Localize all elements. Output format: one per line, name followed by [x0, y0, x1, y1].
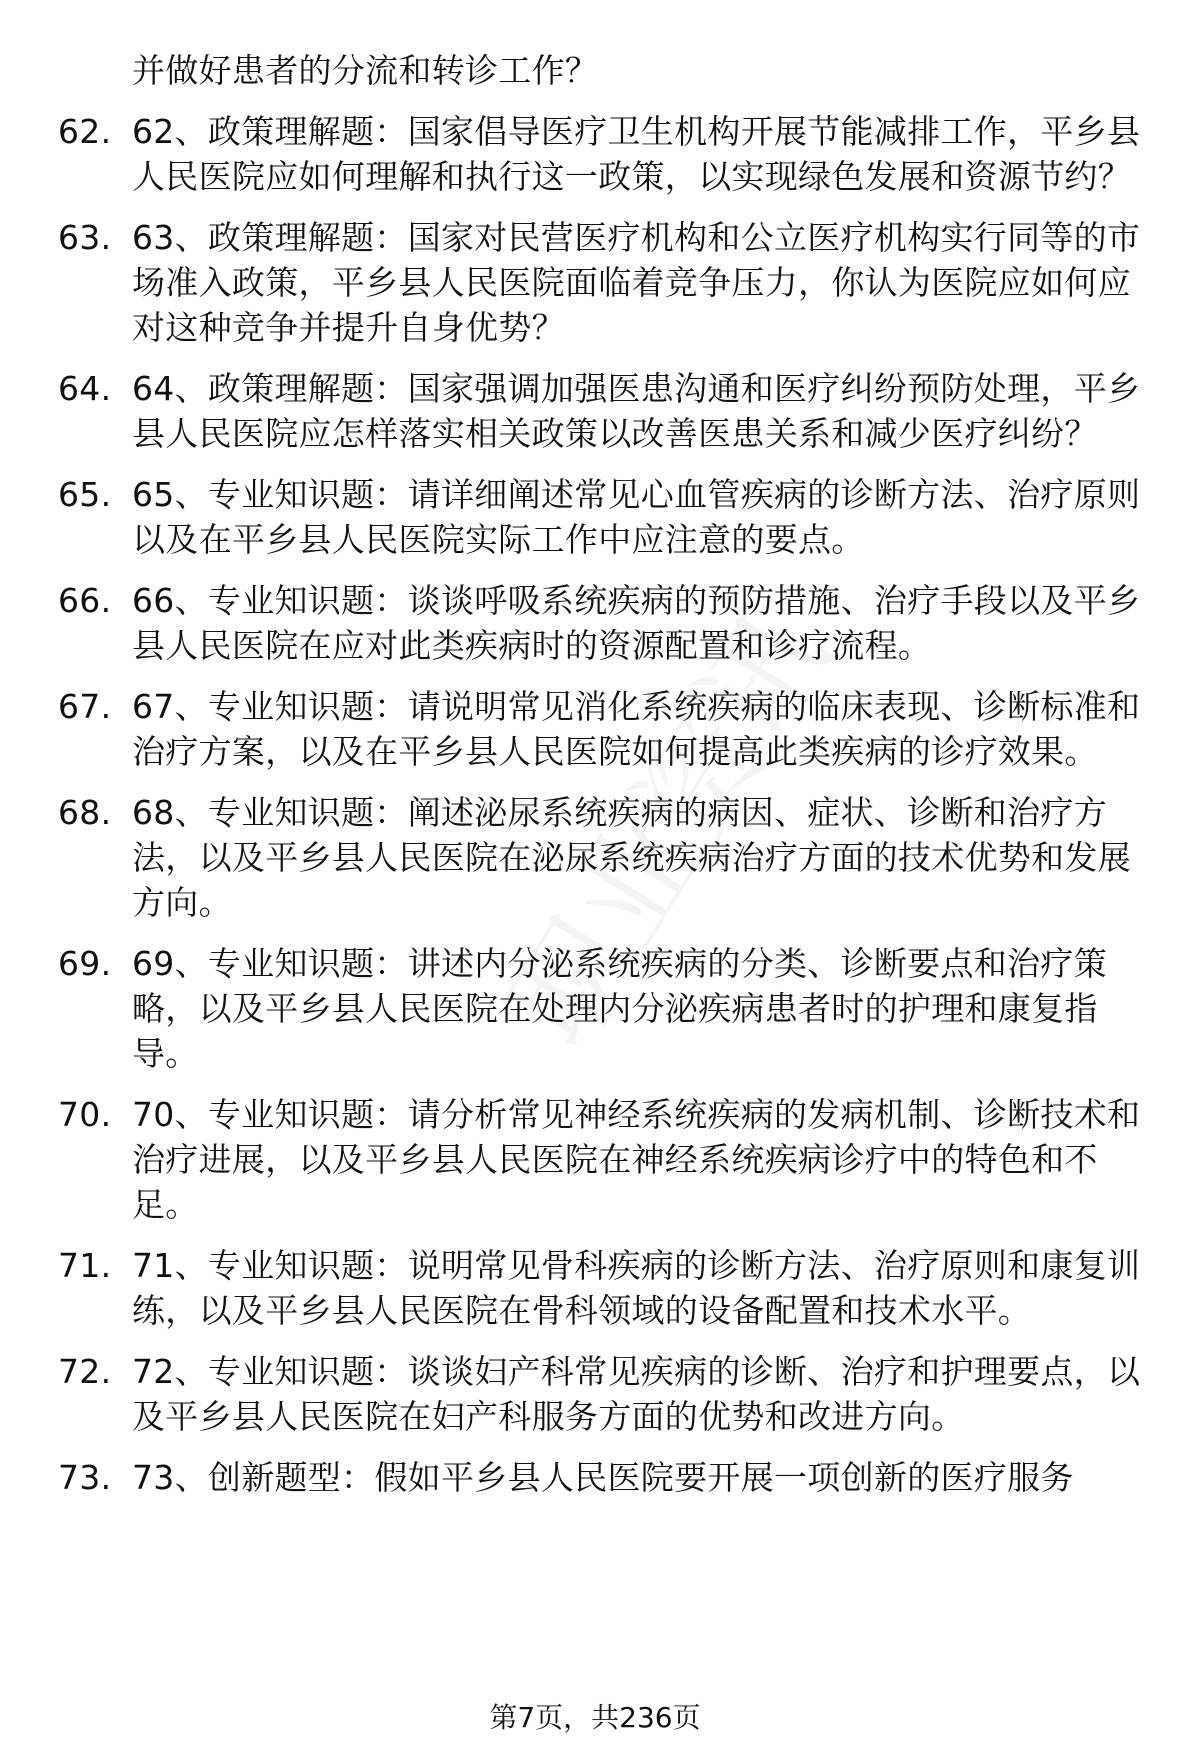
continuation-text	[0, 48, 1190, 93]
item-number: 70.	[58, 1095, 112, 1134]
item-text: 70、专业知识题：请分析常见神经系统疾病的发病机制、诊断技术和治疗进展，以及平乡县人民医院在神经系统疾病诊疗中的特色和不足。	[132, 1095, 1141, 1224]
list-item	[0, 790, 1190, 925]
item-text: 63、政策理解题：国家对民营医疗机构和公立医疗机构实行同等的市场准入政策，平乡县人民医院面临着竞争压力，你认为医院应如何应对这种竞争并提升自身优势？	[132, 218, 1141, 347]
list-item	[0, 1349, 1190, 1439]
item-text: 67、专业知识题：请说明常见消化系统疾病的临床表现、诊断标准和治疗方案，以及在平乡县人民医院如何提高此类疾病的诊疗效果。	[132, 687, 1141, 771]
item-number: 71.	[58, 1246, 112, 1285]
item-text: 72、专业知识题：谈谈妇产科常见疾病的诊断、治疗和护理要点，以及平乡县人民医院在妇产科服务方面的优势和改进方向。	[132, 1352, 1141, 1436]
item-number: 64.	[58, 369, 112, 408]
continuation-line: 并做好患者的分流和转诊工作？	[132, 51, 599, 90]
question-list	[0, 48, 1190, 1516]
item-number: 68.	[58, 793, 112, 832]
item-number: 72.	[58, 1352, 112, 1391]
item-text: 62、政策理解题：国家倡导医疗卫生机构开展节能减排工作，平乡县人民医院应如何理解和执行这一政策，以实现绿色发展和资源节约？	[132, 112, 1141, 196]
page-footer: 第7页，共236页	[489, 1701, 701, 1734]
item-number: 65.	[58, 475, 112, 514]
item-number: 73.	[58, 1458, 112, 1497]
list-item	[0, 109, 1190, 199]
item-text: 64、政策理解题：国家强调加强医患沟通和医疗纠纷预防处理，平乡县人民医院应怎样落实相关政策以改善医患关系和减少医疗纠纷？	[132, 369, 1141, 453]
item-text: 73、创新题型：假如平乡县人民医院要开展一项创新的医疗服务	[132, 1458, 1074, 1497]
item-number: 62.	[58, 112, 112, 151]
list-item	[0, 941, 1190, 1076]
item-text: 69、专业知识题：讲述内分泌系统疾病的分类、诊断要点和治疗策略，以及平乡县人民医院在处理内分泌疾病患者时的护理和康复指导。	[132, 944, 1107, 1073]
item-number: 63.	[58, 218, 112, 257]
item-number: 66.	[58, 581, 112, 620]
list-item	[0, 1455, 1190, 1500]
list-item	[0, 1092, 1190, 1227]
list-item	[0, 215, 1190, 350]
list-item	[0, 578, 1190, 668]
item-text: 65、专业知识题：请详细阐述常见心血管疾病的诊断方法、治疗原则以及在平乡县人民医院实际工作中应注意的要点。	[132, 475, 1141, 559]
list-item	[0, 366, 1190, 456]
item-text: 66、专业知识题：谈谈呼吸系统疾病的预防措施、治疗手段以及平乡县人民医院在应对此类疾病时的资源配置和诊疗流程。	[132, 581, 1141, 665]
list-item	[0, 684, 1190, 774]
item-text: 68、专业知识题：阐述泌尿系统疾病的病因、症状、诊断和治疗方法，以及平乡县人民医院在泌尿系统疾病治疗方面的技术优势和发展方向。	[132, 793, 1131, 922]
item-number: 69.	[58, 944, 112, 983]
list-item	[0, 1243, 1190, 1333]
list-item	[0, 472, 1190, 562]
item-number: 67.	[58, 687, 112, 726]
item-text: 71、专业知识题：说明常见骨科疾病的诊断方法、治疗原则和康复训练，以及平乡县人民医院在骨科领域的设备配置和技术水平。	[132, 1246, 1141, 1330]
